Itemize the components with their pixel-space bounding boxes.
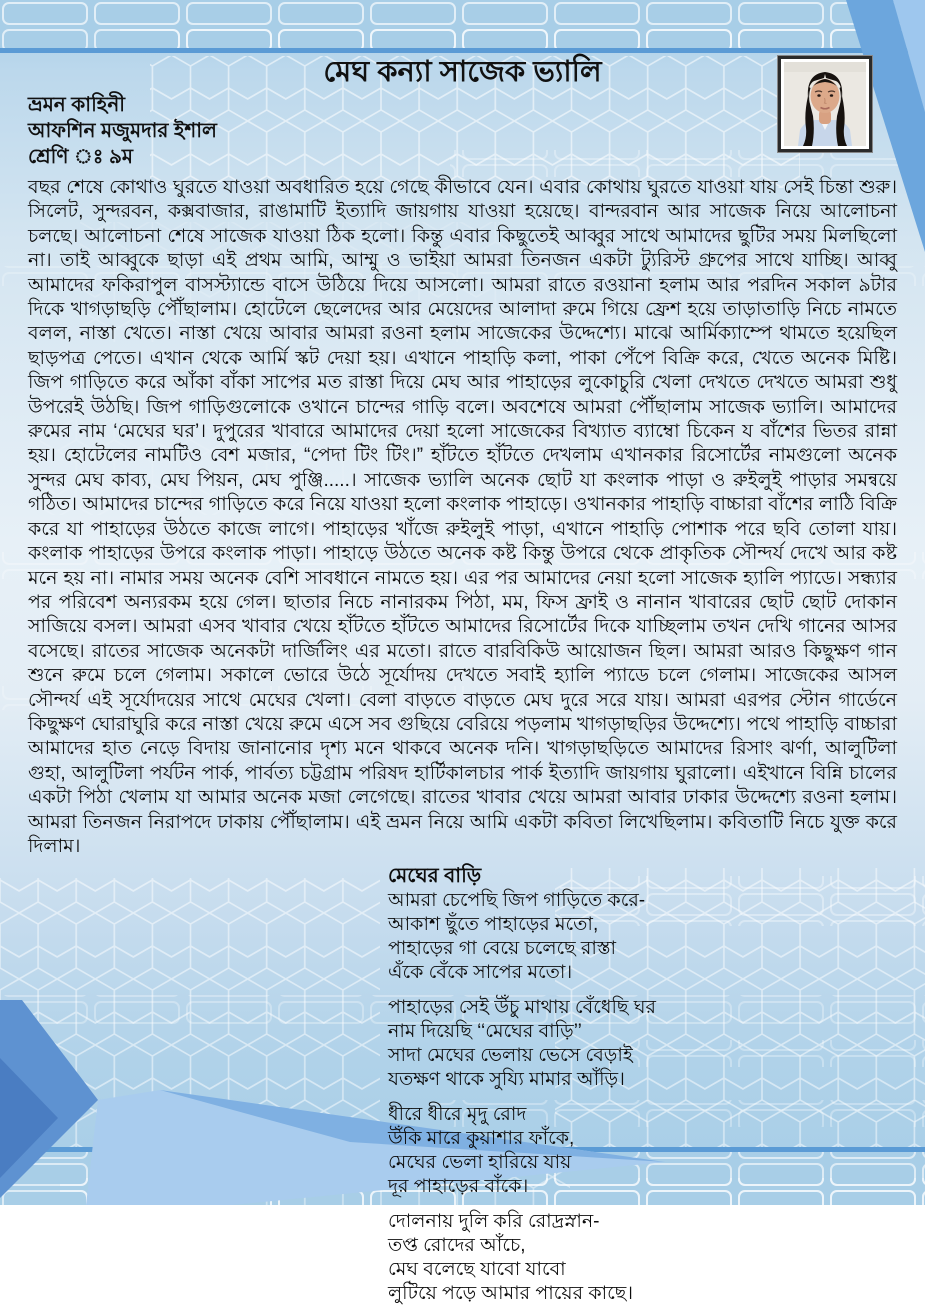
- author-photo: [778, 56, 872, 152]
- poem-title: মেঘের বাড়ি: [388, 865, 482, 888]
- byline-block: [28, 92, 897, 170]
- poem-block: [388, 863, 897, 1306]
- story-type-label: ভ্রমন কাহিনী: [28, 94, 125, 116]
- poem-line: সাদা মেঘের ভেলায় ভেসে বেড়াই: [388, 1045, 633, 1067]
- poem-line: তপ্ত রোদের আঁচে,: [388, 1235, 526, 1257]
- poem-line: মেঘের ভেলা হারিয়ে যায়: [388, 1152, 572, 1174]
- author-photo-illustration: [784, 62, 866, 146]
- poem-line: যতক্ষণ থাকে সুয্যি মামার আঁড়ি।: [388, 1069, 625, 1091]
- poem-line: ধীরে ধীরে মৃদু রোদ: [388, 1104, 527, 1126]
- poem-line: পাহাড়ের গা বেয়ে চলেছে রাস্তা: [388, 938, 617, 960]
- poem-stanza: [388, 996, 897, 1092]
- poem-stanza: [388, 889, 897, 985]
- story-body: বছর শেষে কোথাও ঘুরতে যাওয়া অবধারিত হয়ে গেছে কীভাবে যেন। এবার কোথায় ঘুরতে যাওয়া যায় সেই চিন্তা শুরু। সিলেট, সুন্দরবন, কক্সবাজার, রাঙামাটি ইত্যাদি জায়গায় যাওয়া হয়েছে। বান্দরবান আর সাজেক নিয়ে আলোচনা চলছে। আলোচনা শেষে সাজেক যাওয়া ঠিক হলো। কিন্তু এবার কিছুতেই আব্বুর সাথে আমাদের ছুটির সময় মিলছিলো না। তাই আব্বুকে ছাড়া এই প্রথম আমি, আম্মু ও ভাইয়া আমরা তিনজন একটা ট্যুরিস্ট গ্রুপের সাথে যাচ্ছি। আব্বু আমাদের ফকিরাপুল বাসস্ট্যান্ডে বাসে উঠিয়ে দিয়ে আসলো। আমরা রাতে রওয়ানা হলাম আর পরদিন সকাল ৯টার দিকে খাগড়াছড়ি পৌঁছালাম। হোটেলে ছেলেদের আর মেয়েদের আলাদা রুমে গিয়ে ফ্রেশ হয়ে তাড়াতাড়ি নিচে নামতে বলল, নাস্তা খেতে। নাস্তা খেয়ে আবার আমরা রওনা হলাম সাজেকের উদ্দেশ্যে। মাঝে আর্মিক্যাম্পে থামতে হয়েছিল ছাড়পত্র পেতে। এখান থেকে আর্মি স্কট দেয়া হয়। এখানে পাহাড়ি কলা, পাকা পেঁপে বিক্রি করে, খেতে অনেক মিষ্টি। জিপ গাড়িতে করে আঁকা বাঁকা সাপের মত রাস্তা দিয়ে মেঘ আর পাহাড়ের লুকোচুরি খেলা দেখতে দেখতে আমরা শুধু উপরেই উঠছি। জিপ গাড়িগুলোকে ওখানে চান্দের গাড়ি বলে। অবশেষে আমরা পৌঁছালাম সাজেক ভ্যালি। আমাদের রুমের নাম ‘মেঘের ঘর’। দুপুরের খাবারে আমাদের দেয়া হলো সাজেকের বিখ্যাত ব্যাম্বো চিকেন য বাঁশের ভিতর রান্না হয়। হোটেলের নামটিও বেশ মজার, “পেদা টিং টিং।” হাঁটতে হাঁটতে দেখলাম এখানকার রিসোর্টের নামগুলো অনেক সুন্দর মেঘ কাব্য, মেঘ পিয়ন, মেঘ পুঞ্জি.....। সাজেক ভ্যালি অনেক ছোট যা কংলাক পাড়া ও রুইলুই পাড়ার সমন্বয়ে গঠিত। আমাদের চান্দের গাড়িতে করে নিয়ে যাওয়া হলো কংলাক পাহাড়ে। ওখানকার পাহাড়ি বাচ্চারা বাঁশের লাঠি বিক্রি করে যা পাহাড়ের উঠতে কাজে লাগে। পাহাড়ের খাঁজে রুইলুই পাড়া, এখানে পাহাড়ি পোশাক পরে ছবি তোলা যায়। কংলাক পাহাড়ের উপরে কংলাক পাড়া। পাহাড়ে উঠতে অনেক কষ্ট কিন্তু উপরে থেকে প্রাকৃতিক সৌন্দর্য দেখে আর কষ্ট মনে হয় না। নামার সময় অনেক বেশি সাবধানে নামতে হয়। এর পর আমাদের নেয়া হলো সাজেক হ্যালি প্যাডে। সন্ধ্যার পর পরিবেশ অন্যরকম হয়ে গেল। ছাতার নিচে নানারকম পিঠা, মম, ফিস ফ্রাই ও নানান খাবারের ছোট ছোট দোকান সাজিয়ে বসল। আমরা এসব খাবার খেয়ে হাঁটতে হাঁটতে আমাদের রিসোর্টের দিকে যাচ্ছিলাম তখন দেখি গানের আসর বসেছে। রাতের সাজেক অনেকটা দার্জিলিং এর মতো। রাতে বারবিকিউ আয়োজন ছিল। আমরা আরও কিছুক্ষণ গান শুনে রুমে চলে গেলাম। সকালে ভোরে উঠে সূর্যোদয় দেখতে সবাই হ্যালি প্যাডে চলে গেলাম। সাজেকের আসল সৌন্দর্য এই সূর্যোদয়ের সাথে মেঘের খেলা। বেলা বাড়তে বাড়তে মেঘ দুরে সরে যায়। আমরা এরপর স্টোন গার্ডেনে কিছুক্ষণ ঘোরাঘুরি করে নাস্তা খেয়ে রুমে এসে সব গুছিয়ে বেরিয়ে পড়লাম খাগড়াছড়ির উদ্দেশ্যে। পথে পাহাড়ি বাচ্চারা আমাদের হাত নেড়ে বিদায় জানানোর দৃশ্য মনে থাকবে অনেক দনি। খাগড়াছড়িতে আমাদের রিসাং ঝর্ণা, আলুটিলা গুহা, আলুটিলা পর্যটন পার্ক, পার্বত্য চট্টগ্রাম পরিষদ হার্টিকালচার পার্ক ইত্যাদি জায়গায় ঘুরালো। এইখানে বিন্নি চালের একটা পিঠা খেলাম যা আমার অনেক মজা লেগেছে। রাতের খাবার খেয়ে আমরা আবার ঢাকার উদ্দেশ্যে রওনা হলাম। আমরা তিনজন নিরাপদে ঢাকায় পৌঁছালাম। এই ভ্রমন নিয়ে আমি একটা কবিতা লিখেছিলাম। কবিতাটি নিচে যুক্ত করে দিলাম।: [28, 177, 897, 857]
- poem-line: আমরা চেপেছি জিপ গাড়িতে করে-: [388, 890, 646, 912]
- author-class: শ্রেণি ঃ ৯ম: [28, 146, 134, 168]
- poem-stanzas: [388, 889, 897, 1306]
- poem-line: দূর পাহাড়ের বাঁকে।: [388, 1176, 529, 1198]
- poem-stanza: [388, 1210, 897, 1306]
- poem-line: নাম দিয়েছি ‘‘মেঘের বাড়ি’’: [388, 1021, 582, 1043]
- page-title: মেঘ কন্যা সাজেক ভ্যালি: [323, 56, 602, 88]
- poem-line: আকাশ ছুঁতে পাহাড়ের মতো,: [388, 914, 599, 936]
- poem-line: উঁকি মারে কুয়াশার ফাঁকে,: [388, 1128, 575, 1150]
- poem-line: মেঘ বলেছে যাবো যাবো: [388, 1259, 566, 1281]
- poem-line: দোলনায় দুলি করি রোদ্রস্নান-: [388, 1211, 600, 1233]
- poem-stanza: [388, 1103, 897, 1199]
- author-name: আফশিন মজুমদার ইশাল: [28, 120, 217, 142]
- poem-line: লুটিয়ে পড়ে আমার পায়ের কাছে।: [388, 1283, 634, 1305]
- poem-line: এঁকে বেঁকে সাপের মতো।: [388, 962, 573, 984]
- poem-line: পাহাড়ের সেই উঁচু মাথায় বেঁধেছি ঘর: [388, 997, 656, 1019]
